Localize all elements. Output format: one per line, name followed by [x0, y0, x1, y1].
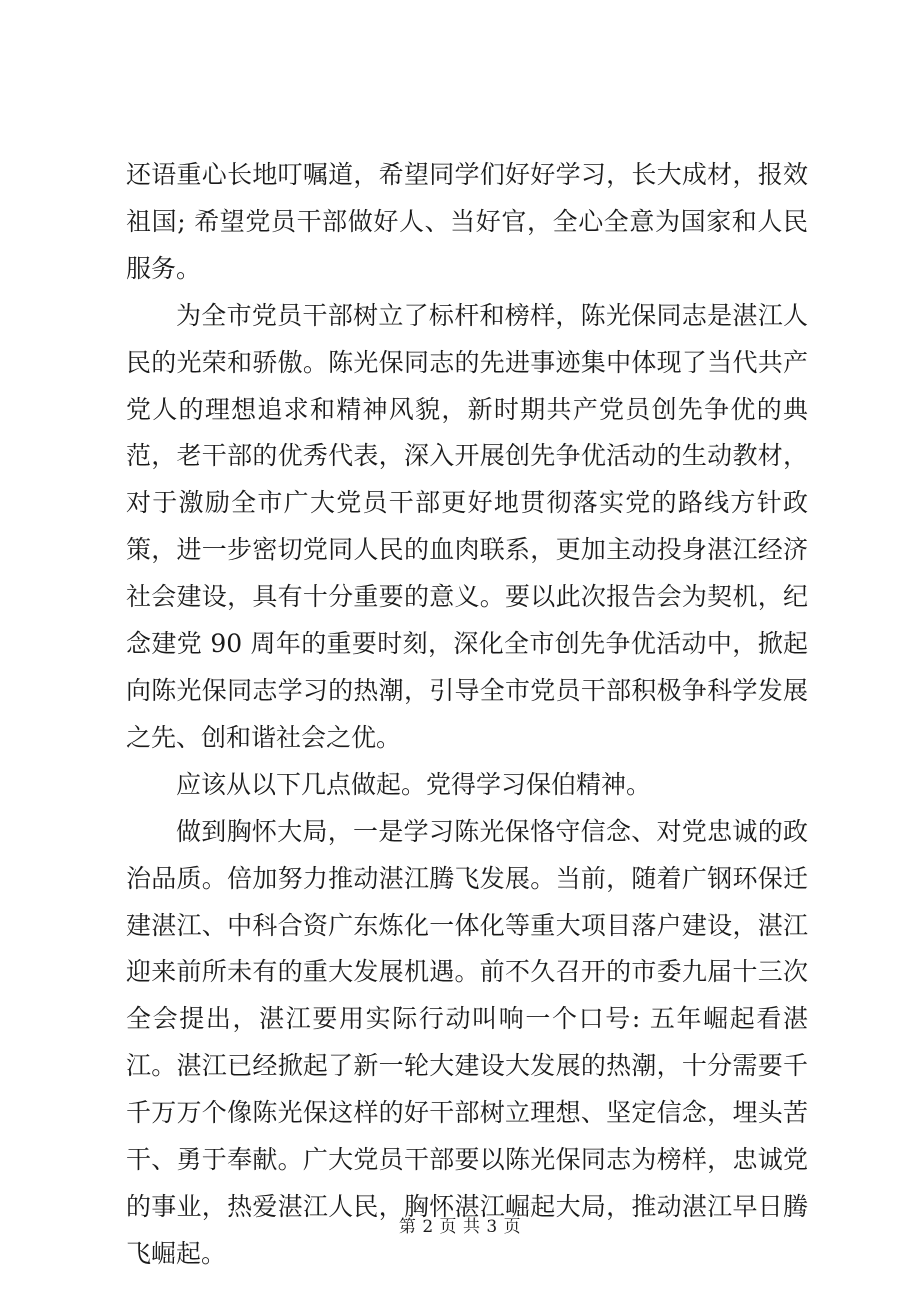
paragraph-continuation: 还语重心长地叮嘱道，希望同学们好好学习，长大成材，报效祖国; 希望党员干部做好人、当好官，全心全意为国家和人民服务。 — [126, 160, 808, 283]
paragraph-big-picture: 做到胸怀大局，一是学习陈光保恪守信念、对党忠诚的政治品质。倍加努力推动湛江腾飞发展。当前，随着广钢环保迁建湛江、中科合资广东炼化一体化等重大项目落户建设，湛江迎来前所未有的重大发展机遇。前不久召开的市委九届十三次全会提出，湛江要用实际行动叫响一个口号: 五年崛起看湛江。湛江已经掀起了新一轮大建设大发展的热潮，十分需要千千万万个像陈光保这样的好干部树立理想、坚定信念，埋头苦干、勇于奉献。广大党员干部要以陈光保同志为榜样，忠诚党的事业，热爱湛江人民，胸怀湛江崛起大局，推动湛江早日腾飞崛起。 — [126, 816, 808, 1268]
paragraph-role-model: 为全市党员干部树立了标杆和榜样，陈光保同志是湛江人民的光荣和骄傲。陈光保同志的先进事迹集中体现了当代共产党人的理想追求和精神风貌，新时期共产党员创先争优的典范，老干部的优秀代表，深入开展创先争优活动的生动教材，对于激励全市广大党员干部更好地贯彻落实党的路线方针政策，进一步密切党同人民的血肉联系，更加主动投身湛江经济社会建设，具有十分重要的意义。要以此次报告会为契机，纪念建党 90 周年的重要时刻，深化全市创先争优活动中，掀起向陈光保同志学习的热潮，引导全市党员干部积极争科学发展之先、创和谐社会之优。 — [126, 300, 808, 752]
paragraph-intro-points: 应该从以下几点做起。党得学习保伯精神。 — [176, 769, 652, 799]
document-body — [126, 152, 808, 1278]
page-number-footer: 第 2 页 共 3 页 — [398, 1217, 522, 1237]
